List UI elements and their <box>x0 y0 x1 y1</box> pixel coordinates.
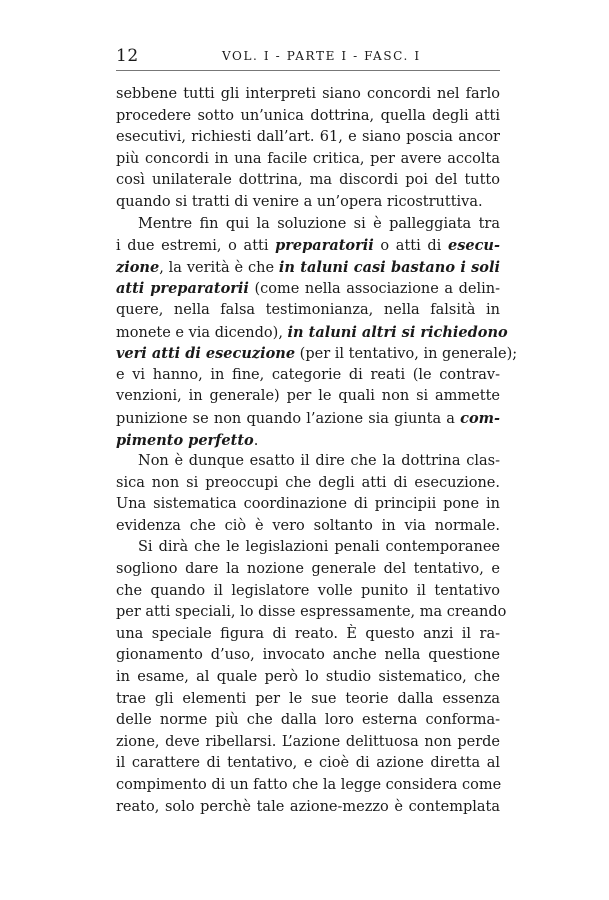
text-line <box>116 494 500 516</box>
text-segment: gionamento d’uso, invocato anche nella questione <box>116 647 500 664</box>
text-line <box>116 667 500 689</box>
text-segment: evidenza che ciò è vero soltanto in via normale. <box>116 517 500 534</box>
text-segment: Si dirà che le legislazioni penali contemporanee <box>138 539 500 556</box>
text-segment: una speciale figura di reato. È questo anzi il ra- <box>116 625 500 642</box>
text-segment: reato, solo perchè tale azione-mezzo è contemplata <box>116 798 500 815</box>
text-line <box>116 624 500 646</box>
text-line <box>116 797 500 819</box>
text-line <box>116 322 508 344</box>
text-segment: quere, nella falsa testimonianza, nella falsità in <box>116 301 500 318</box>
text-line <box>116 149 500 171</box>
text-segment: Mentre fin qui la soluzione si è palleggiata tra <box>138 215 500 232</box>
text-segment: i due estremi, o atti <box>116 238 276 255</box>
text-segment: venzioni, in generale) per le quali non si ammette <box>116 388 500 405</box>
text-segment: quando si tratti di venire a un’opera ricostruttiva. <box>116 193 483 210</box>
text-segment: , la verità è che <box>159 259 279 276</box>
text-line <box>116 278 500 300</box>
text-segment: così unilaterale dottrina, ma discordi poi del tutto <box>116 172 500 189</box>
body-text <box>116 84 518 818</box>
text-segment: più concordi in una facile critica, per avere accolta <box>116 150 500 167</box>
text-line <box>116 192 500 214</box>
text-line <box>116 645 500 667</box>
emphasized-text: preparatorii <box>275 237 374 255</box>
emphasized-text: zione <box>116 258 160 276</box>
text-line <box>116 689 500 711</box>
emphasized-text: esecu- <box>447 237 500 255</box>
text-segment: compimento di un fatto che la legge considera come <box>116 777 502 793</box>
running-head: VOL. I - PARTE I - FASC. I <box>222 49 421 63</box>
text-segment: o atti di <box>373 238 448 255</box>
text-line <box>116 84 500 106</box>
text-segment: e vi hanno, in fine, categorie di reati (le contrav- <box>116 366 500 383</box>
text-line <box>116 408 500 430</box>
text-line <box>116 516 500 538</box>
text-segment: procedere sotto un’unica dottrina, quella degli atti <box>116 107 500 124</box>
text-line <box>116 235 500 257</box>
text-segment: Non è dunque esatto il dire che la dottrina clas- <box>138 453 500 470</box>
text-line <box>116 365 500 387</box>
text-segment: che quando il legislatore volle punito il tentativo <box>116 582 500 599</box>
text-line <box>116 106 500 128</box>
text-segment: (per il tentativo, in generale); <box>295 346 518 363</box>
text-line <box>116 753 500 775</box>
text-segment: Una sistematica coordinazione di principii pone in <box>116 496 500 513</box>
text-line <box>116 451 500 473</box>
text-line <box>116 386 500 408</box>
header-rule <box>116 70 500 71</box>
text-line <box>116 300 500 322</box>
text-line <box>116 430 500 452</box>
text-line <box>116 775 500 797</box>
text-line <box>116 473 500 495</box>
emphasized-text: com- <box>460 409 500 427</box>
text-segment: per atti speciali, lo disse espressamente, ma creando <box>116 604 507 621</box>
text-segment: . <box>253 432 259 449</box>
emphasized-text: veri atti di esecuzione <box>116 345 296 363</box>
text-segment: (come nella associazione a delin- <box>248 281 500 298</box>
text-line <box>116 710 500 732</box>
text-line <box>116 537 500 559</box>
text-segment: trae gli elementi per le sue teorie dalla essenza <box>116 690 500 707</box>
text-segment: in esame, al quale però lo studio sistematico, che <box>116 669 500 686</box>
text-segment: delle norme più che dalla loro esterna conforma- <box>116 712 500 729</box>
page-number: 12 <box>116 46 139 66</box>
text-segment: sogliono dare la nozione generale del tentativo, e <box>116 561 500 578</box>
text-line <box>116 214 500 236</box>
emphasized-text: atti preparatorii <box>116 280 249 298</box>
text-segment: zione, deve ribellarsi. L’azione delittuosa non perde <box>116 733 500 750</box>
text-segment: esecutivi, richiesti dall’art. 61, e siano poscia ancor <box>116 129 500 146</box>
text-line <box>116 602 507 624</box>
text-segment: monete e via dicendo), <box>116 324 288 341</box>
emphasized-text: pimento perfetto <box>116 431 254 449</box>
text-segment: sica non si preoccupi che degli atti di esecuzione. <box>116 474 500 491</box>
text-line <box>116 732 500 754</box>
text-segment: punizione se non quando l’azione sia giunta a <box>116 410 461 427</box>
text-line <box>116 170 500 192</box>
emphasized-text: in taluni casi bastano i soli <box>278 258 500 276</box>
text-line <box>116 559 500 581</box>
text-line <box>116 343 518 365</box>
emphasized-text: in taluni altri si richiedono <box>287 323 508 341</box>
text-line <box>116 127 500 149</box>
text-line <box>116 581 500 603</box>
page-header <box>116 46 500 70</box>
text-segment: sebbene tutti gli interpreti siano concordi nel farlo <box>116 86 500 102</box>
text-line <box>116 257 500 279</box>
text-segment: il carattere di tentativo, e cioè di azione diretta al <box>116 755 500 772</box>
